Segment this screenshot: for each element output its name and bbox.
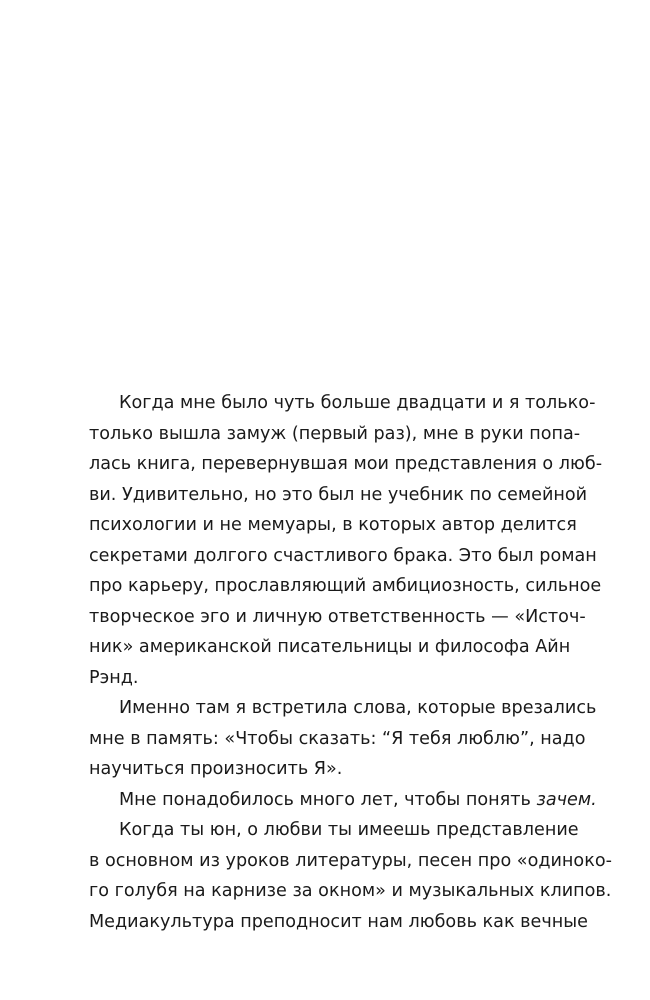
- paragraph-2: [89, 693, 597, 785]
- text-line: лась книга, перевернувшая мои представления о люб-: [89, 454, 603, 474]
- text-line: секретами долгого счастливого брака. Это был роман: [89, 545, 597, 566]
- paragraph-3: [89, 785, 597, 816]
- text-line: го голубя на карнизе за окном» и музыкальных клипов.: [89, 881, 612, 901]
- paragraph-1: [89, 388, 603, 693]
- text-line: про карьеру, прославляющий амбициозность, сильное: [89, 576, 602, 596]
- text-line: Когда ты юн, о любви ты имеешь представление: [119, 820, 579, 840]
- text-line: Когда мне было чуть больше двадцати и я только-: [119, 393, 596, 413]
- text-line: творческое эго и личную ответственность — «Источ-: [89, 606, 586, 627]
- text-line: [89, 785, 597, 816]
- text-line: научиться произносить Я».: [89, 759, 343, 779]
- text-line: в основном из уроков литературы, песен про «одиноко-: [89, 850, 612, 871]
- text-line: мне в память: «Чтобы сказать: “Я тебя люблю”, надо: [89, 728, 586, 749]
- emphasis-word: зачем.: [536, 789, 597, 810]
- text-line: психологии и не мемуары, в которых автор делится: [89, 515, 577, 535]
- text-line: Рэнд.: [89, 667, 139, 688]
- text-line: Медиакультура преподносит нам любовь как вечные: [89, 911, 588, 932]
- text-line: Именно там я встретила слова, которые врезались: [119, 698, 597, 718]
- paragraph-4: [89, 815, 612, 937]
- paragraph-3-text: Мне понадобилось много лет, чтобы понять: [119, 789, 531, 810]
- body-text: [89, 388, 612, 937]
- text-line: только вышла замуж (первый раз), мне в руки попа-: [89, 423, 581, 444]
- text-line: ви. Удивительно, но это был не учебник по семейной: [89, 484, 588, 505]
- text-line: ник» американской писательницы и философа Айн: [89, 637, 571, 657]
